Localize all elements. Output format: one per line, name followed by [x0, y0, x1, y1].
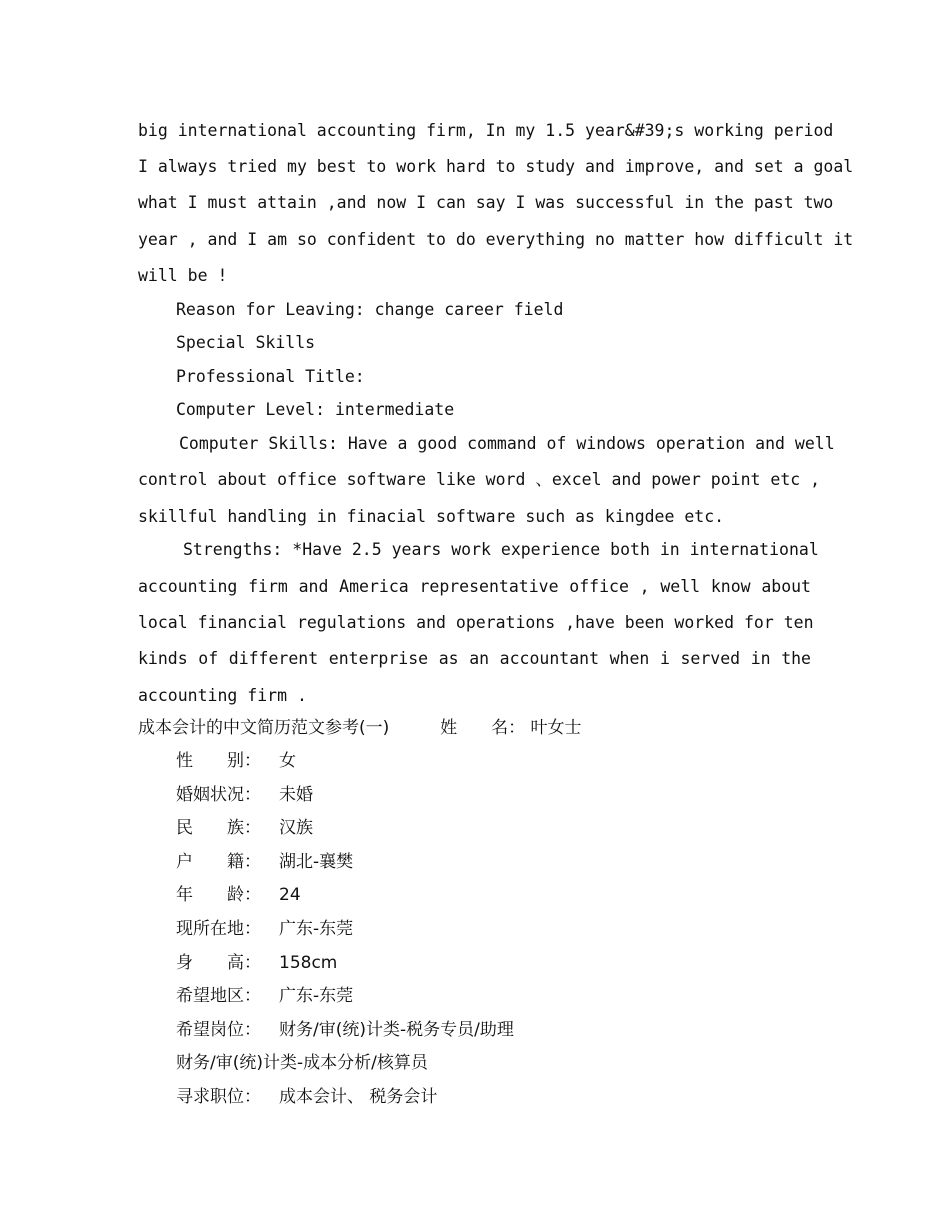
cn-field-label: 身 高：	[176, 953, 261, 973]
experience-line: will be !	[138, 266, 228, 285]
cn-field-value: 汉族	[279, 818, 313, 838]
cn-name-label: 姓 名：	[440, 718, 526, 738]
cn-field-row	[176, 783, 313, 807]
computer-skills-line: skillful handling in finacial software such as kingdee etc.	[138, 507, 725, 526]
cn-resume-heading	[138, 716, 581, 740]
cn-field-value: 女	[279, 751, 296, 771]
strengths-line: Strengths: *Have 2.5 years work experience both in international	[183, 540, 819, 559]
cn-field-row	[176, 816, 313, 840]
cn-field-value: 未婚	[279, 785, 313, 805]
cn-field-label: 户 籍：	[176, 852, 261, 872]
cn-field-row	[176, 1018, 514, 1042]
professional-title: Professional Title:	[176, 367, 365, 386]
cn-field-value: 广东-东莞	[279, 986, 354, 1006]
experience-line: I always tried my best to work hard to study and improve, and set a goal	[138, 157, 854, 176]
cn-field-row	[176, 749, 296, 773]
cn-field-value: 湖北-襄樊	[279, 852, 354, 872]
cn-field-label: 民 族：	[176, 818, 261, 838]
strengths-line: local financial regulations and operations ,have been worked for ten	[138, 613, 814, 632]
cn-field-label: 希望岗位：	[176, 1020, 261, 1040]
cn-field-label: 现所在地：	[176, 919, 261, 939]
computer-skills-line: Computer Skills: Have a good command of windows operation and well	[179, 434, 835, 453]
strengths-line: accounting firm .	[138, 686, 307, 705]
special-skills-heading: Special Skills	[176, 333, 316, 352]
cn-name-value: 叶女士	[530, 718, 582, 738]
computer-level: Computer Level: intermediate	[176, 400, 455, 419]
experience-line: big international accounting firm, In my 1.5 year&#39;s working period	[138, 121, 834, 140]
reason-for-leaving: Reason for Leaving: change career field	[176, 300, 564, 319]
cn-field-row	[176, 917, 353, 941]
cn-position-extra: 财务/审(统)计类-成本分析/核算员	[176, 1053, 428, 1073]
cn-field-label: 性 别：	[176, 751, 261, 771]
cn-field-row	[176, 984, 353, 1008]
experience-line: year , and I am so confident to do everything no matter how difficult it	[138, 230, 854, 249]
cn-field-label: 年 龄：	[176, 885, 261, 905]
cn-field-label: 希望地区：	[176, 986, 261, 1006]
cn-field-value: 财务/审(统)计类-税务专员/助理	[279, 1020, 514, 1040]
cn-seek-label: 寻求职位：	[176, 1087, 261, 1107]
cn-heading-text: 成本会计的中文简历范文参考(一)	[138, 718, 390, 738]
cn-field-label: 婚姻状况：	[176, 785, 261, 805]
experience-line: what I must attain ,and now I can say I was successful in the past two	[138, 193, 834, 212]
strengths-line: kinds of different enterprise as an accountant when i served in the	[138, 649, 811, 668]
cn-field-row	[176, 850, 353, 874]
cn-field-value: 24	[279, 885, 301, 905]
cn-field-row	[176, 951, 337, 975]
cn-seek-value: 成本会计、 税务会计	[279, 1087, 438, 1107]
strengths-line: accounting firm and America representative office , well know about	[138, 577, 811, 596]
cn-field-row	[176, 883, 301, 907]
cn-field-value: 广东-东莞	[279, 919, 354, 939]
cn-field-value: 158cm	[279, 953, 338, 973]
computer-skills-line: control about office software like word 、excel and power point etc ,	[138, 470, 821, 489]
cn-field-row	[176, 1085, 437, 1109]
